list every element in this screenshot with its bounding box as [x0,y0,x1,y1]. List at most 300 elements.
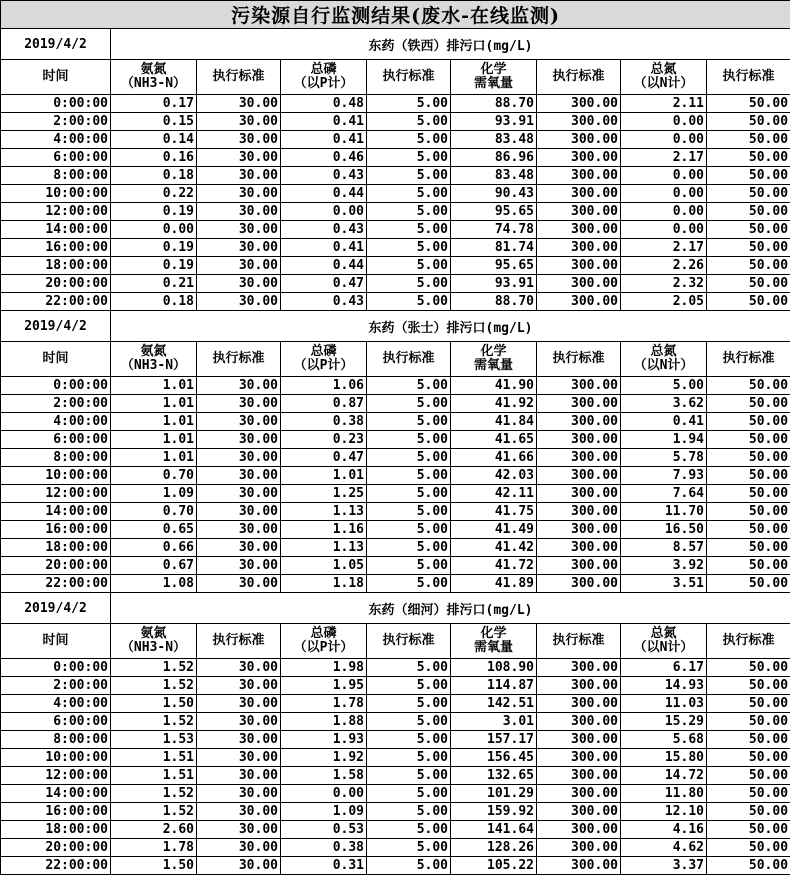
value-cell: 300.00 [537,257,621,275]
value-cell: 3.37 [621,857,707,875]
time-cell: 8:00:00 [1,449,111,467]
table-row [1,275,790,293]
value-cell: 30.00 [197,695,281,713]
time-cell: 0:00:00 [1,659,111,677]
value-cell: 0.47 [281,275,367,293]
value-cell: 42.11 [451,485,537,503]
time-cell: 4:00:00 [1,413,111,431]
column-header-line: （NH3-N） [120,76,187,91]
value-cell: 300.00 [537,557,621,575]
value-cell: 2.05 [621,293,707,311]
value-cell: 30.00 [197,275,281,293]
value-cell: 0.19 [111,239,197,257]
value-cell: 93.91 [451,275,537,293]
column-header-row [1,624,790,659]
table-body [1,1,790,875]
time-cell: 8:00:00 [1,167,111,185]
time-cell: 16:00:00 [1,239,111,257]
value-cell: 0.00 [621,131,707,149]
value-cell: 156.45 [451,749,537,767]
value-cell: 50.00 [707,539,790,557]
value-cell: 14.72 [621,767,707,785]
value-cell: 300.00 [537,539,621,557]
table-row [1,731,790,749]
column-header-line: 化学 [480,344,507,359]
value-cell: 50.00 [707,521,790,539]
column-header-line: 时间 [42,351,69,366]
value-cell: 1.08 [111,575,197,593]
value-cell: 5.00 [367,659,451,677]
value-cell: 74.78 [451,221,537,239]
time-cell: 18:00:00 [1,257,111,275]
column-header [197,624,281,659]
value-cell: 5.00 [367,449,451,467]
value-cell: 50.00 [707,485,790,503]
value-cell: 30.00 [197,257,281,275]
column-header [281,624,367,659]
value-cell: 5.00 [367,539,451,557]
value-cell: 2.60 [111,821,197,839]
value-cell: 1.25 [281,485,367,503]
column-header-line: 总磷 [310,626,337,641]
value-cell: 1.78 [111,839,197,857]
column-header-line: （以N计） [633,358,694,373]
table-row [1,749,790,767]
value-cell: 300.00 [537,695,621,713]
time-cell: 18:00:00 [1,539,111,557]
value-cell: 0.23 [281,431,367,449]
column-header [707,60,790,95]
value-cell: 5.00 [367,695,451,713]
table-row [1,539,790,557]
value-cell: 0.47 [281,449,367,467]
value-cell: 30.00 [197,185,281,203]
value-cell: 50.00 [707,731,790,749]
value-cell: 0.00 [281,203,367,221]
value-cell: 157.17 [451,731,537,749]
value-cell: 300.00 [537,95,621,113]
value-cell: 41.90 [451,377,537,395]
value-cell: 300.00 [537,785,621,803]
value-cell: 1.88 [281,713,367,731]
value-cell: 88.70 [451,293,537,311]
value-cell: 5.00 [367,803,451,821]
value-cell: 0.00 [621,203,707,221]
value-cell: 142.51 [451,695,537,713]
time-cell: 4:00:00 [1,131,111,149]
column-header-line: 执行标准 [382,351,435,366]
value-cell: 2.11 [621,95,707,113]
value-cell: 1.58 [281,767,367,785]
value-cell: 5.00 [367,767,451,785]
value-cell: 300.00 [537,449,621,467]
title-row [1,1,790,29]
table-row [1,203,790,221]
section-title: 东药（细河）排污口(mg/L) [111,593,790,624]
value-cell: 5.00 [367,521,451,539]
value-cell: 300.00 [537,467,621,485]
value-cell: 0.15 [111,113,197,131]
value-cell: 300.00 [537,521,621,539]
value-cell: 41.84 [451,413,537,431]
value-cell: 0.00 [621,113,707,131]
value-cell: 30.00 [197,95,281,113]
value-cell: 30.00 [197,749,281,767]
table-row [1,431,790,449]
value-cell: 1.51 [111,749,197,767]
value-cell: 5.00 [367,395,451,413]
table-row [1,449,790,467]
value-cell: 5.00 [367,713,451,731]
column-header-line: 时间 [42,633,69,648]
table-row [1,185,790,203]
column-header-line: 执行标准 [552,633,605,648]
value-cell: 50.00 [707,503,790,521]
value-cell: 0.70 [111,467,197,485]
value-cell: 42.03 [451,467,537,485]
column-header-line: 需氧量 [473,76,513,91]
value-cell: 300.00 [537,767,621,785]
column-header [621,342,707,377]
table-row [1,803,790,821]
value-cell: 50.00 [707,575,790,593]
value-cell: 300.00 [537,839,621,857]
value-cell: 300.00 [537,503,621,521]
column-header-row [1,342,790,377]
column-header [367,624,451,659]
column-header-line: 执行标准 [722,351,775,366]
value-cell: 50.00 [707,167,790,185]
column-header-line: 执行标准 [552,351,605,366]
value-cell: 2.32 [621,275,707,293]
column-header [367,342,451,377]
value-cell: 81.74 [451,239,537,257]
value-cell: 50.00 [707,377,790,395]
value-cell: 83.48 [451,167,537,185]
value-cell: 0.48 [281,95,367,113]
value-cell: 5.00 [367,857,451,875]
value-cell: 5.78 [621,449,707,467]
value-cell: 1.01 [281,467,367,485]
column-header [367,60,451,95]
column-header-line: 执行标准 [212,633,265,648]
value-cell: 41.65 [451,431,537,449]
column-header [281,342,367,377]
column-header-line: 化学 [480,626,507,641]
value-cell: 300.00 [537,713,621,731]
value-cell: 1.94 [621,431,707,449]
value-cell: 300.00 [537,185,621,203]
column-header-line: 总磷 [310,344,337,359]
value-cell: 30.00 [197,503,281,521]
value-cell: 50.00 [707,239,790,257]
time-cell: 20:00:00 [1,839,111,857]
column-header-line: 总氮 [650,62,677,77]
value-cell: 5.00 [367,731,451,749]
value-cell: 90.43 [451,185,537,203]
value-cell: 30.00 [197,575,281,593]
time-cell: 6:00:00 [1,149,111,167]
value-cell: 1.50 [111,857,197,875]
value-cell: 6.17 [621,659,707,677]
value-cell: 0.00 [281,785,367,803]
value-cell: 7.93 [621,467,707,485]
value-cell: 300.00 [537,413,621,431]
value-cell: 41.89 [451,575,537,593]
value-cell: 30.00 [197,293,281,311]
column-header-line: （以P计） [293,358,354,373]
value-cell: 50.00 [707,95,790,113]
value-cell: 5.00 [367,257,451,275]
value-cell: 7.64 [621,485,707,503]
value-cell: 5.68 [621,731,707,749]
time-cell: 10:00:00 [1,185,111,203]
column-header-line: 执行标准 [722,633,775,648]
value-cell: 50.00 [707,431,790,449]
column-header-line: 执行标准 [722,69,775,84]
value-cell: 5.00 [367,149,451,167]
value-cell: 300.00 [537,275,621,293]
value-cell: 30.00 [197,731,281,749]
value-cell: 5.00 [367,485,451,503]
value-cell: 105.22 [451,857,537,875]
value-cell: 5.00 [367,413,451,431]
column-header [197,60,281,95]
column-header-line: 时间 [42,69,69,84]
column-header-line: 执行标准 [382,69,435,84]
value-cell: 5.00 [367,677,451,695]
value-cell: 300.00 [537,167,621,185]
column-header-line: 氨氮 [140,62,167,77]
column-header [621,60,707,95]
value-cell: 30.00 [197,113,281,131]
table-row [1,257,790,275]
time-cell: 8:00:00 [1,731,111,749]
column-header-line: 总氮 [650,626,677,641]
value-cell: 12.10 [621,803,707,821]
table-row [1,695,790,713]
value-cell: 50.00 [707,557,790,575]
column-header [537,60,621,95]
value-cell: 50.00 [707,185,790,203]
value-cell: 11.80 [621,785,707,803]
time-cell: 0:00:00 [1,95,111,113]
value-cell: 11.70 [621,503,707,521]
time-cell: 12:00:00 [1,203,111,221]
value-cell: 30.00 [197,485,281,503]
value-cell: 0.17 [111,95,197,113]
column-header-line: 化学 [480,62,507,77]
section-title: 东药（铁西）排污口(mg/L) [111,29,790,60]
table-row [1,503,790,521]
column-header [451,60,537,95]
table-row [1,113,790,131]
value-cell: 50.00 [707,767,790,785]
value-cell: 3.01 [451,713,537,731]
value-cell: 30.00 [197,377,281,395]
value-cell: 5.00 [367,575,451,593]
value-cell: 0.00 [621,221,707,239]
value-cell: 3.92 [621,557,707,575]
value-cell: 0.18 [111,293,197,311]
value-cell: 0.44 [281,185,367,203]
value-cell: 50.00 [707,803,790,821]
table-row [1,821,790,839]
value-cell: 30.00 [197,221,281,239]
table-row [1,167,790,185]
value-cell: 0.65 [111,521,197,539]
value-cell: 300.00 [537,377,621,395]
time-cell: 2:00:00 [1,113,111,131]
table-row [1,857,790,875]
value-cell: 50.00 [707,149,790,167]
value-cell: 41.72 [451,557,537,575]
value-cell: 41.49 [451,521,537,539]
value-cell: 1.05 [281,557,367,575]
time-cell: 18:00:00 [1,821,111,839]
value-cell: 50.00 [707,695,790,713]
value-cell: 159.92 [451,803,537,821]
column-header-line: 执行标准 [212,351,265,366]
value-cell: 5.00 [367,221,451,239]
value-cell: 300.00 [537,431,621,449]
value-cell: 30.00 [197,431,281,449]
value-cell: 15.29 [621,713,707,731]
time-cell: 14:00:00 [1,221,111,239]
value-cell: 1.52 [111,785,197,803]
value-cell: 30.00 [197,131,281,149]
column-header [111,342,197,377]
column-header-line: （以N计） [633,76,694,91]
value-cell: 0.41 [281,113,367,131]
value-cell: 1.78 [281,695,367,713]
value-cell: 300.00 [537,131,621,149]
table-row [1,557,790,575]
time-cell: 14:00:00 [1,503,111,521]
value-cell: 5.00 [367,203,451,221]
value-cell: 300.00 [537,677,621,695]
section-date: 2019/4/2 [1,311,111,342]
table-row [1,785,790,803]
value-cell: 30.00 [197,659,281,677]
value-cell: 30.00 [197,521,281,539]
value-cell: 0.14 [111,131,197,149]
value-cell: 1.52 [111,677,197,695]
column-header [451,624,537,659]
value-cell: 0.41 [621,413,707,431]
value-cell: 1.52 [111,803,197,821]
value-cell: 108.90 [451,659,537,677]
value-cell: 50.00 [707,449,790,467]
value-cell: 0.18 [111,167,197,185]
value-cell: 5.00 [367,239,451,257]
column-header [197,342,281,377]
value-cell: 5.00 [367,113,451,131]
value-cell: 0.19 [111,257,197,275]
column-header [1,60,111,95]
table-row [1,467,790,485]
value-cell: 2.17 [621,149,707,167]
value-cell: 11.03 [621,695,707,713]
column-header-line: 执行标准 [212,69,265,84]
value-cell: 300.00 [537,485,621,503]
column-header-line: 氨氮 [140,626,167,641]
table-row [1,839,790,857]
value-cell: 30.00 [197,539,281,557]
value-cell: 50.00 [707,203,790,221]
time-cell: 16:00:00 [1,803,111,821]
value-cell: 1.06 [281,377,367,395]
column-header [707,342,790,377]
time-cell: 10:00:00 [1,467,111,485]
value-cell: 1.93 [281,731,367,749]
value-cell: 8.57 [621,539,707,557]
time-cell: 20:00:00 [1,557,111,575]
table-row [1,677,790,695]
value-cell: 5.00 [367,185,451,203]
column-header-line: 总氮 [650,344,677,359]
value-cell: 50.00 [707,221,790,239]
value-cell: 30.00 [197,557,281,575]
time-cell: 2:00:00 [1,395,111,413]
page-title: 污染源自行监测结果(废水-在线监测) [1,1,790,29]
value-cell: 0.00 [621,167,707,185]
value-cell: 0.70 [111,503,197,521]
value-cell: 0.53 [281,821,367,839]
value-cell: 5.00 [367,785,451,803]
column-header [1,342,111,377]
time-cell: 22:00:00 [1,857,111,875]
value-cell: 5.00 [367,131,451,149]
column-header [111,60,197,95]
value-cell: 0.00 [111,221,197,239]
value-cell: 50.00 [707,467,790,485]
time-cell: 6:00:00 [1,431,111,449]
column-header-line: 执行标准 [552,69,605,84]
time-cell: 12:00:00 [1,767,111,785]
value-cell: 0.19 [111,203,197,221]
table-row [1,239,790,257]
value-cell: 50.00 [707,659,790,677]
column-header [451,342,537,377]
value-cell: 1.98 [281,659,367,677]
value-cell: 41.75 [451,503,537,521]
value-cell: 300.00 [537,149,621,167]
table-row [1,377,790,395]
time-cell: 6:00:00 [1,713,111,731]
value-cell: 300.00 [537,293,621,311]
value-cell: 5.00 [367,377,451,395]
column-header [621,624,707,659]
value-cell: 141.64 [451,821,537,839]
value-cell: 30.00 [197,839,281,857]
column-header-line: （以N计） [633,640,694,655]
value-cell: 95.65 [451,203,537,221]
value-cell: 5.00 [367,821,451,839]
table-row [1,149,790,167]
value-cell: 50.00 [707,395,790,413]
column-header-line: （以P计） [293,76,354,91]
value-cell: 132.65 [451,767,537,785]
column-header-line: 执行标准 [382,633,435,648]
value-cell: 4.62 [621,839,707,857]
value-cell: 1.16 [281,521,367,539]
value-cell: 0.38 [281,839,367,857]
value-cell: 0.22 [111,185,197,203]
value-cell: 1.52 [111,659,197,677]
value-cell: 14.93 [621,677,707,695]
column-header [537,342,621,377]
